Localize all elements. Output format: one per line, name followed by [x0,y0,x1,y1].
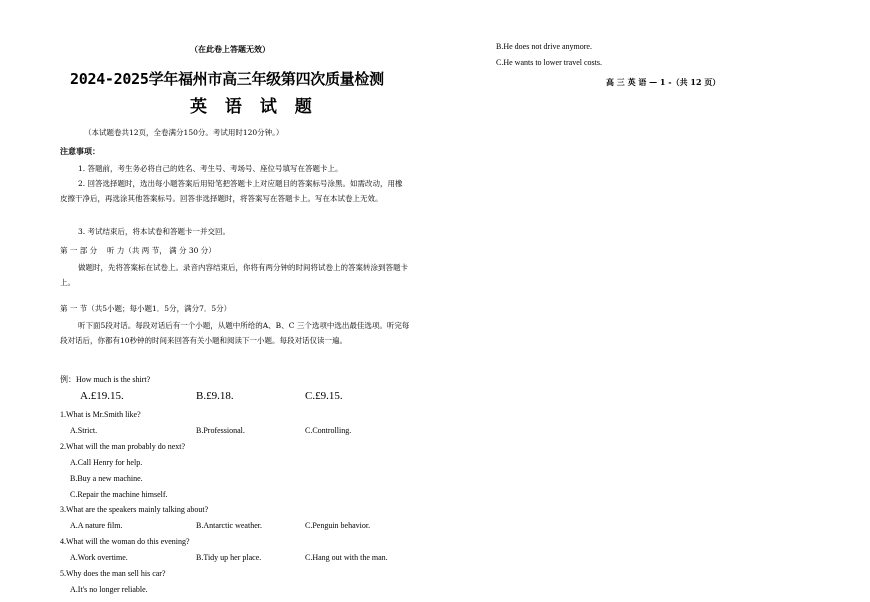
example-option-a: A.£19.15. [80,390,124,402]
example-option-b: B.£9.18. [196,390,234,402]
section1-intro: 听下面5段对话。每段对话后有一个小题，从题中所给的A、B、C 三个选项中选出最佳选项。听完每段对话后，你都有10秒钟的时间来回答有关小题和阅读下一小题。每段对话仅读一遍。 [60,321,410,345]
q1-option-b: B.Professional. [196,426,245,435]
q4-option-a: A.Work overtime. [70,553,128,562]
q1-option-a: A.Strict. [70,426,98,435]
note-1: 1. 答题前，考生务必将自己的姓名、考生号、考场号、座位号填写在答题卡上。 [78,164,343,173]
q2-option-b: B.Buy a new machine. [70,474,143,483]
q4-option-b: B.Tidy up her place. [196,553,262,562]
question-1: 1.What is Mr.Smith like? [60,410,141,419]
exam-title: 2024-2025学年福州市高三年级第四次质量检测 [70,70,384,88]
part1-intro: 做题时，先将答案标在试卷上。录音内容结束后，你将有两分钟的时间将试卷上的答案转涂到答题卡上。 [60,263,408,287]
exam-info: （本试题卷共12页，全卷满分150分。考试用时120分钟。） [84,128,284,137]
note-3: 3. 考试结束后，将本试卷和答题卡一并交回。 [78,227,231,236]
example-question: 例：How much is the shirt? [60,375,151,384]
q5-option-a: A.It's no longer reliable. [70,585,148,594]
page-footer: 高 三 英 语 — 1 -（共 12 页） [606,77,721,87]
question-2: 2.What will the man probably do next? [60,442,186,451]
q3-option-b: B.Antarctic weather. [196,521,262,530]
q2-option-a: A.Call Henry for help. [70,458,143,467]
answer-notice: （在此卷上答题无效） [190,44,270,54]
question-5: 5.Why does the man sell his car? [60,569,166,578]
left-column [60,0,415,602]
q5-option-b: B.He does not drive anymore. [496,42,592,51]
section1-heading: 第 一 节（共5小题；每小题1．5分，满分7．5分） [60,304,232,313]
q5-option-c: C.He wants to lower travel costs. [496,58,602,67]
subject-title: 英 语 试 题 [190,97,318,117]
note-2: 2. 回答选择题时，选出每小题答案后用铅笔把答题卡上对应题目的答案标号涂黑。如需改动，用橡皮擦干净后，再选涂其他答案标号。回答非选择题时，将答案写在答题卡上。写在本试卷上无效。 [60,179,403,203]
q3-option-c: C.Penguin behavior. [305,521,371,530]
q2-option-c: C.Repair the machine himself. [70,490,168,499]
example-option-c: C.£9.15. [305,390,343,402]
question-4: 4.What will the woman do this evening? [60,537,190,546]
q3-option-a: A.A nature film. [70,521,123,530]
question-3: 3.What are the speakers mainly talking about? [60,505,209,514]
part1-heading: 第 一 部 分 听 力（共 两 节， 满 分 30 分） [60,246,216,255]
right-column [496,0,836,602]
q1-option-c: C.Controlling. [305,426,352,435]
notes-heading: 注意事项： [60,146,100,156]
q4-option-c: C.Hang out with the man. [305,553,388,562]
